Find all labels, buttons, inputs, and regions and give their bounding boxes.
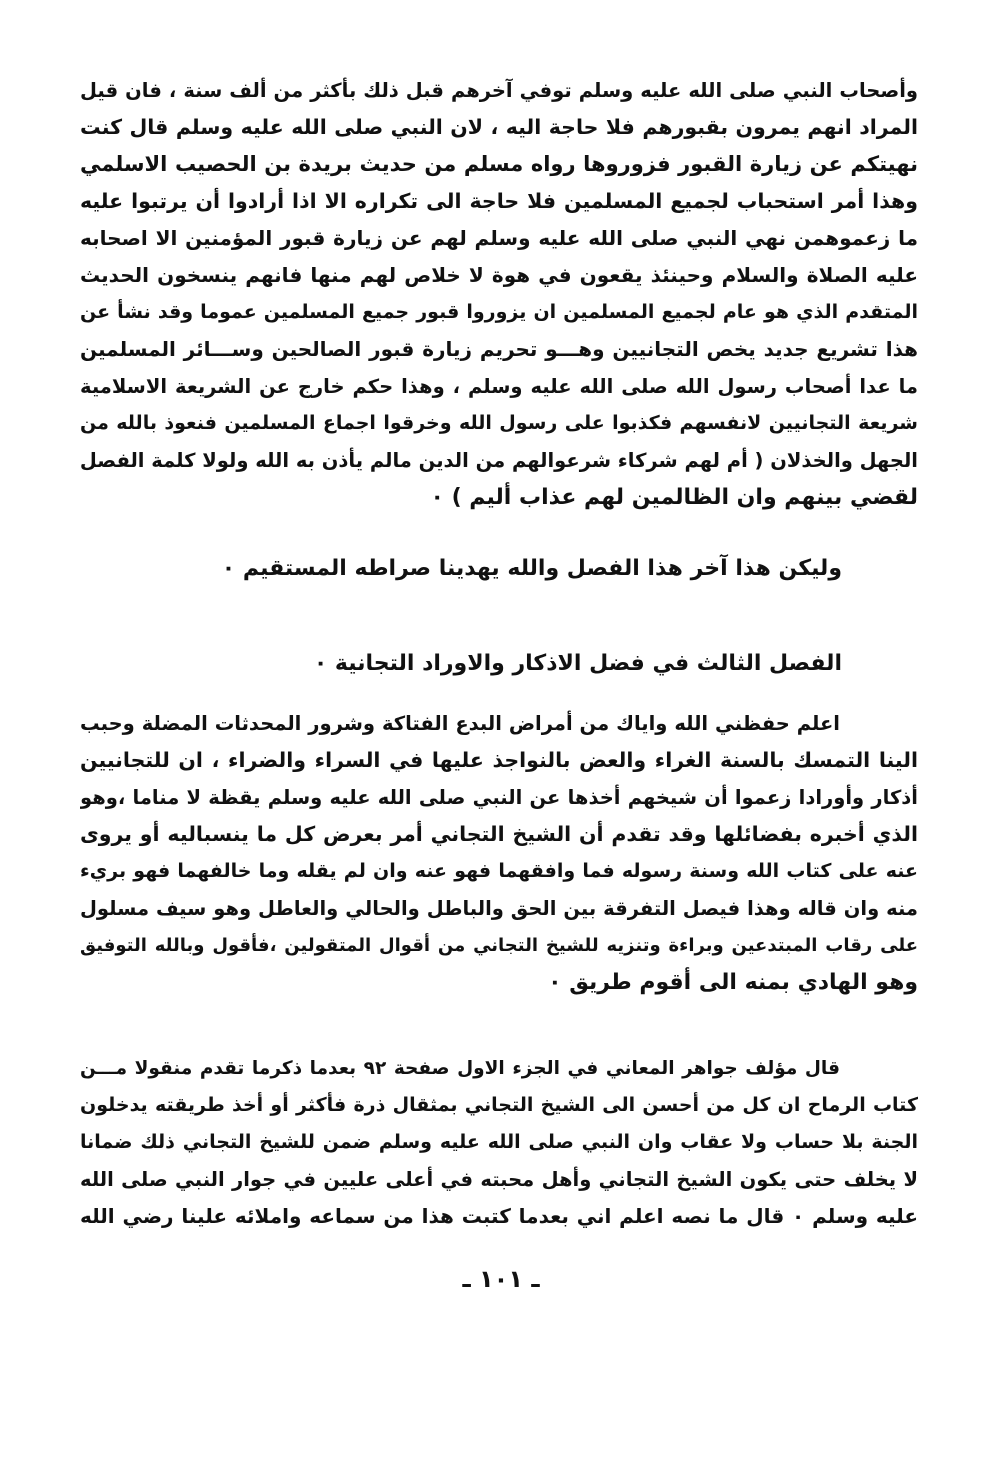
text-line: ما زعموهمن نهي النبي صلى الله عليه وسلم لهم عن زيارة قبور المؤمنين الا اصحابه — [80, 226, 918, 250]
text-line: الجنة بلا حساب ولا عقاب وان النبي صلى الله عليه وسلم ضمن للشيخ التجاني ذلك ضمانا — [80, 1131, 918, 1153]
text-line: شريعة التجانيين لانفسهم فكذبوا على رسول الله وخرقوا اجماع المسلمين فنعوذ بالله من — [80, 412, 918, 434]
text-line: نهيتكم عن زيارة القبور فزوروها رواه مسلم من حديث بريدة بن الحصيب الاسلمي — [80, 152, 918, 176]
chapter-heading: الفصل الثالث في فضل الاذكار والاوراد التجانية ٠ — [313, 651, 842, 676]
text-line: ما عدا أصحاب رسول الله صلى الله عليه وسلم ، وهذا حكم خارج عن الشريعة الاسلامية — [80, 375, 918, 398]
closing-line: وليكن هذا آخر هذا الفصل والله يهدينا صراطه المستقيم ٠ — [221, 556, 842, 581]
text-line: لقضي بينهم وان الظالمين لهم عذاب أليم ) ٠ — [430, 485, 918, 510]
text-line: عنه على كتاب الله وسنة رسوله فما وافقهما فهو عنه وان لم يقله وما خالفهما فهو بريء — [80, 860, 918, 882]
text-line: عليه وسلم ٠ قال ما نصه اعلم اني بعدما كتبت هذا من سماعه واملائه علينا رضي الله — [80, 1204, 918, 1228]
text-line: المتقدم الذي هو عام لجميع المسلمين ان يزوروا قبور جميع المسلمين عموما وقد نشأ عن — [80, 301, 918, 323]
text-line: على رقاب المبتدعين وبراءة وتنزيه للشيخ التجاني من أقوال المتقولين ،فأقول وبالله التوفيق — [80, 935, 918, 956]
page-number: ـ ١٠١ ـ — [462, 1265, 540, 1293]
paragraph-1 — [80, 72, 918, 516]
text-line: كتاب الرماح ان كل من أحسن الى الشيخ التجاني بمثقال ذرة فأكثر أو أخذ طريقته يدخلون — [80, 1094, 918, 1116]
text-line: المراد انهم يمرون بقبورهم فلا حاجة اليه ، لان النبي صلى الله عليه وسلم قال كنت — [80, 115, 918, 139]
text-line: اعلم حفظني الله واياك من أمراض البدع الفتاكة وشرور المحدثات المضلة وحبب — [80, 712, 840, 735]
paragraph-3 — [80, 1050, 918, 1235]
text-line: هذا تشريع جديد يخص التجانيين وهـــو تحريم زيارة قبور الصالحين وســـائر المسلمين — [80, 337, 918, 361]
text-line: أذكار وأورادا زعموا أن شيخهم أخذها عن النبي صلى الله عليه وسلم يقظة لا مناما ،وهو — [80, 786, 918, 809]
text-line: وهذا أمر استحباب لجميع المسلمين فلا حاجة الى تكراره الا اذا أرادوا أن يرتبوا عليه — [80, 189, 918, 213]
text-line: الجهل والخذلان ( أم لهم شركاء شرعوالهم من الدين مالم يأذن به الله ولولا كلمة الفصل — [80, 449, 918, 472]
text-line: لا يخلف حتى يكون الشيخ التجاني وأهل محبته في أعلى عليين في جوار النبي صلى الله — [80, 1168, 918, 1191]
paragraph-2 — [80, 705, 918, 1001]
text-line: قال مؤلف جواهر المعاني في الجزء الاول صفحة ٩٢ بعدما ذكرما تقدم منقولا مـــن — [80, 1058, 840, 1079]
text-line: الينا التمسك بالسنة الغراء والعض بالنواجذ عليها في السراء والضراء ، ان للتجانيين — [80, 748, 918, 772]
text-line: وهو الهادي بمنه الى أقوم طريق ٠ — [548, 970, 918, 995]
text-line: الذي أخبره بفضائلها وقد تقدم أن الشيخ التجاني أمر بعرض كل ما ينسباليه أو يروى — [80, 822, 918, 846]
text-line: عليه الصلاة والسلام وحينئذ يقعون في هوة لا خلاص لهم منها فانهم ينسخون الحديث — [80, 263, 918, 287]
text-line: وأصحاب النبي صلى الله عليه وسلم توفي آخرهم قبل ذلك بأكثر من ألف سنة ، فان قيل — [80, 79, 918, 102]
text-line: منه وان قاله وهذا فيصل التفرقة بين الحق والباطل والحالي والعاطل وهو سيف مسلول — [80, 897, 918, 920]
